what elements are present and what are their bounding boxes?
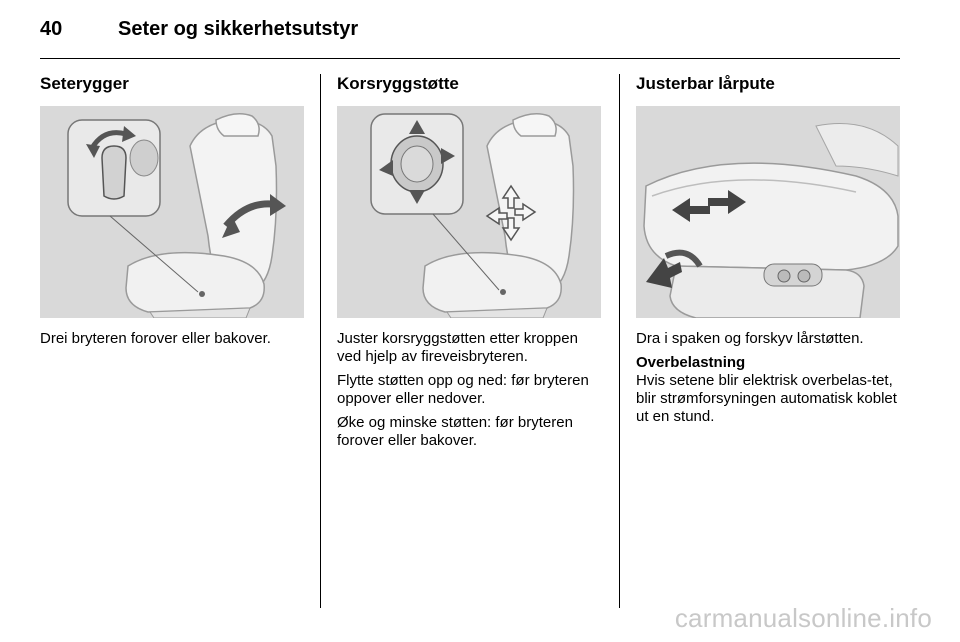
seat-lumbar-four-way-switch-icon [337,106,601,318]
chapter-title: Seter og sikkerhetsutstyr [118,18,359,40]
page-header [40,14,900,59]
section-text [636,330,904,432]
seat-thigh-cushion-lever-icon [636,106,900,318]
section-lumbar-support [337,72,601,449]
paragraph: Flytte støtten opp og ned: før bryteren oppover eller nedover. [337,372,589,407]
paragraph: Øke og minske støtten: før bryteren forover eller bakover. [337,414,573,449]
section-heading: Justerbar lårpute [636,74,775,93]
page-number: 40 [40,18,63,40]
paragraph: Drei bryteren forover eller bakover. [40,330,271,347]
section-heading: Seterygger [40,74,129,93]
paragraph: Juster korsryggstøtten etter kroppen ved hjelp av fireveisbryteren. [337,330,578,365]
paragraph: Hvis setene blir elektrisk overbelas-tet, blir strømforsyningen automatisk koblet ut en stund. [636,372,897,425]
column-divider [320,74,321,608]
seat-backrest-rotary-knob-icon [40,106,304,318]
column-divider [619,74,620,608]
section-text [40,330,308,354]
watermark: carmanualsonline.info [674,603,932,633]
paragraph: Dra i spaken og forskyv lårstøtten. [636,330,864,347]
section-backrest [40,72,304,347]
section-text [337,330,605,456]
section-heading: Korsryggstøtte [337,74,459,93]
subheading: Overbelastning [636,354,746,371]
section-thigh-cushion [636,72,900,425]
